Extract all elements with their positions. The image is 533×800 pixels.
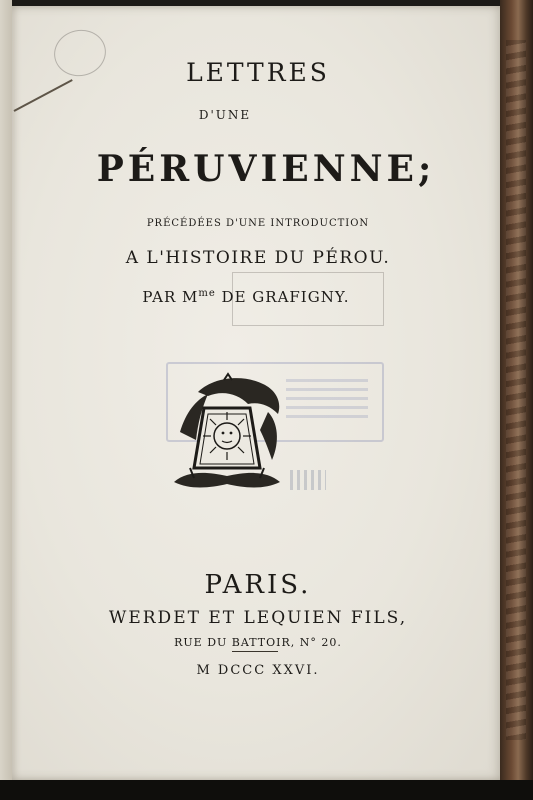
subtitle-histoire: A L'HISTOIRE DU PÉROU. [125, 248, 391, 268]
subtitle-introduction: PRÉCÉDÉES D'UNE INTRODUCTION [146, 218, 370, 229]
author-name: DE GRAFIGNY. [215, 288, 350, 306]
title-line-lettres: LETTRES [186, 58, 330, 87]
imprint-street: RUE DU BATTOIR, N° 20. [174, 636, 342, 649]
imprint-publisher: WERDET ET LEQUIEN FILS, [108, 608, 408, 628]
author-line [0, 288, 492, 306]
title-line-peruvienne: PÉRUVIENNE; [96, 148, 436, 190]
page-gutter-edge [0, 0, 12, 800]
book-spine [500, 0, 533, 800]
faded-stamp-mark [290, 470, 326, 490]
author-superscript: me [198, 288, 216, 299]
bottom-shadow [0, 780, 533, 800]
title-line-dune: D'UNE [198, 108, 252, 122]
imprint-date: M DCCC XXVI. [196, 663, 320, 678]
author-prefix: PAR M [142, 288, 199, 306]
date-rule [232, 651, 278, 652]
imprint-city: PARIS. [204, 570, 312, 600]
sun-face-emblem-icon [168, 372, 286, 496]
